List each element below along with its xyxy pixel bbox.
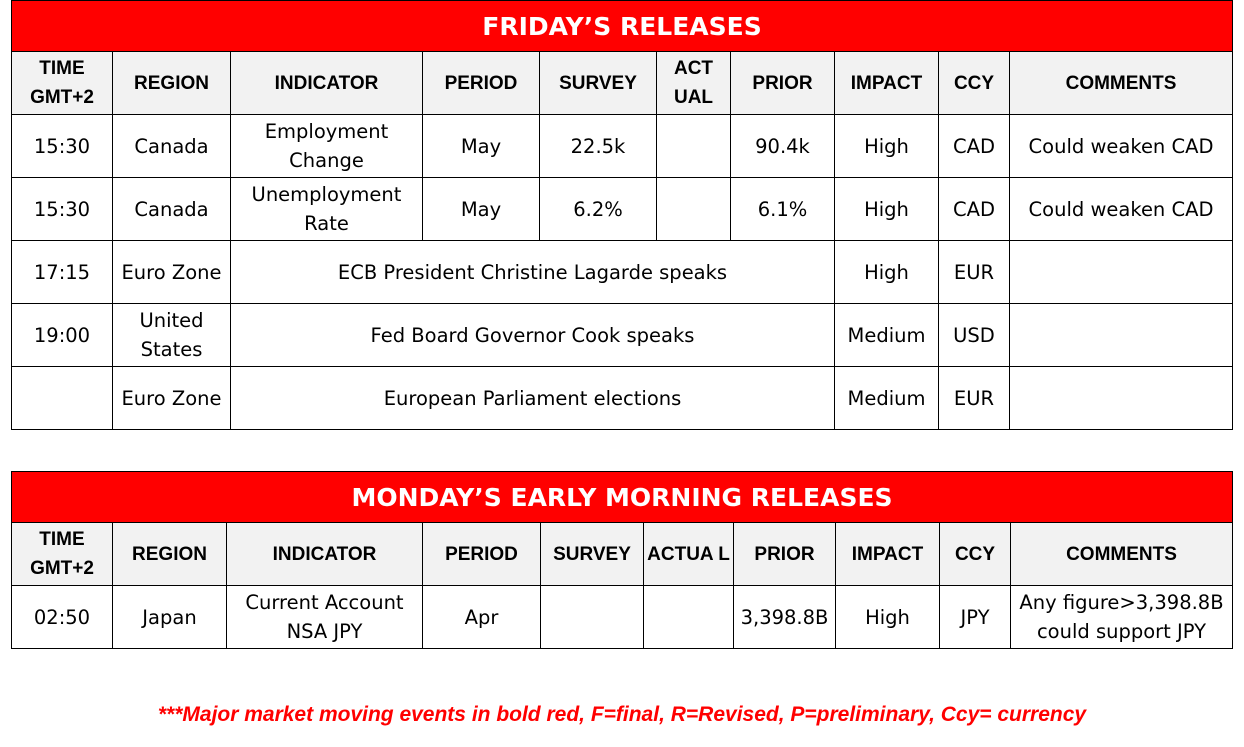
cell-ccy: CAD bbox=[939, 115, 1010, 178]
header-period: PERIOD bbox=[423, 523, 541, 586]
cell-prior: 90.4k bbox=[731, 115, 835, 178]
cell-ccy: EUR bbox=[939, 367, 1010, 430]
cell-event: ECB President Christine Lagarde speaks bbox=[231, 241, 835, 304]
footnote: ***Major market moving events in bold red, F=final, R=Revised, P=preliminary, Ccy= currency bbox=[157, 703, 1087, 726]
cell-indicator: Unemployment Rate bbox=[231, 178, 423, 241]
header-period: PERIOD bbox=[423, 52, 540, 115]
header-comments: COMMENTS bbox=[1011, 523, 1233, 586]
friday-header-row bbox=[12, 52, 1233, 115]
cell-ccy: JPY bbox=[940, 586, 1011, 649]
monday-releases-table bbox=[11, 471, 1233, 649]
table-row bbox=[12, 367, 1233, 430]
cell-impact: Medium bbox=[835, 367, 939, 430]
cell-time: 02:50 bbox=[12, 586, 113, 649]
table-row bbox=[12, 241, 1233, 304]
cell-event: European Parliament elections bbox=[231, 367, 835, 430]
cell-ccy: EUR bbox=[939, 241, 1010, 304]
header-prior: PRIOR bbox=[731, 52, 835, 115]
cell-prior: 3,398.8B bbox=[734, 586, 836, 649]
cell-survey: 22.5k bbox=[540, 115, 657, 178]
header-impact: IMPACT bbox=[835, 52, 939, 115]
cell-comments: Could weaken CAD bbox=[1010, 115, 1233, 178]
header-ccy: CCY bbox=[940, 523, 1011, 586]
header-actual: ACTUA L bbox=[644, 523, 734, 586]
monday-header-row bbox=[12, 523, 1233, 586]
header-indicator: INDICATOR bbox=[227, 523, 423, 586]
cell-comments bbox=[1010, 241, 1233, 304]
cell-ccy: USD bbox=[939, 304, 1010, 367]
cell-region: Canada bbox=[113, 115, 231, 178]
header-ccy: CCY bbox=[939, 52, 1010, 115]
header-survey: SURVEY bbox=[541, 523, 644, 586]
header-time: TIME GMT+2 bbox=[12, 523, 113, 586]
cell-time: 15:30 bbox=[12, 115, 113, 178]
cell-region: Euro Zone bbox=[113, 241, 231, 304]
cell-actual bbox=[657, 115, 731, 178]
cell-comments bbox=[1010, 367, 1233, 430]
cell-survey: 6.2% bbox=[540, 178, 657, 241]
cell-indicator: Employment Change bbox=[231, 115, 423, 178]
cell-region: Euro Zone bbox=[113, 367, 231, 430]
cell-comments: Could weaken CAD bbox=[1010, 178, 1233, 241]
header-indicator: INDICATOR bbox=[231, 52, 423, 115]
table-row bbox=[12, 178, 1233, 241]
cell-time: 15:30 bbox=[12, 178, 113, 241]
cell-time: 17:15 bbox=[12, 241, 113, 304]
header-region: REGION bbox=[113, 523, 227, 586]
header-region: REGION bbox=[113, 52, 231, 115]
header-actual: ACT UAL bbox=[657, 52, 731, 115]
header-impact: IMPACT bbox=[836, 523, 940, 586]
cell-time: 19:00 bbox=[12, 304, 113, 367]
cell-prior: 6.1% bbox=[731, 178, 835, 241]
cell-impact: High bbox=[835, 178, 939, 241]
cell-period: Apr bbox=[423, 586, 541, 649]
table-row bbox=[12, 304, 1233, 367]
cell-region: United States bbox=[113, 304, 231, 367]
cell-impact: High bbox=[835, 115, 939, 178]
header-comments: COMMENTS bbox=[1010, 52, 1233, 115]
cell-event: Fed Board Governor Cook speaks bbox=[231, 304, 835, 367]
cell-actual bbox=[657, 178, 731, 241]
cell-period: May bbox=[423, 115, 540, 178]
cell-region: Japan bbox=[113, 586, 227, 649]
header-time: TIME GMT+2 bbox=[12, 52, 113, 115]
cell-impact: High bbox=[835, 241, 939, 304]
cell-comments bbox=[1010, 304, 1233, 367]
monday-title: MONDAY’S EARLY MORNING RELEASES bbox=[12, 472, 1233, 523]
header-prior: PRIOR bbox=[734, 523, 836, 586]
cell-impact: Medium bbox=[835, 304, 939, 367]
cell-ccy: CAD bbox=[939, 178, 1010, 241]
cell-period: May bbox=[423, 178, 540, 241]
cell-impact: High bbox=[836, 586, 940, 649]
cell-indicator: Current Account NSA JPY bbox=[227, 586, 423, 649]
header-survey: SURVEY bbox=[540, 52, 657, 115]
friday-title: FRIDAY’S RELEASES bbox=[12, 1, 1233, 52]
friday-releases-table bbox=[11, 0, 1233, 430]
cell-comments: Any figure>3,398.8B could support JPY bbox=[1011, 586, 1233, 649]
table-row bbox=[12, 586, 1233, 649]
cell-survey bbox=[541, 586, 644, 649]
cell-time bbox=[12, 367, 113, 430]
cell-region: Canada bbox=[113, 178, 231, 241]
cell-actual bbox=[644, 586, 734, 649]
table-row bbox=[12, 115, 1233, 178]
